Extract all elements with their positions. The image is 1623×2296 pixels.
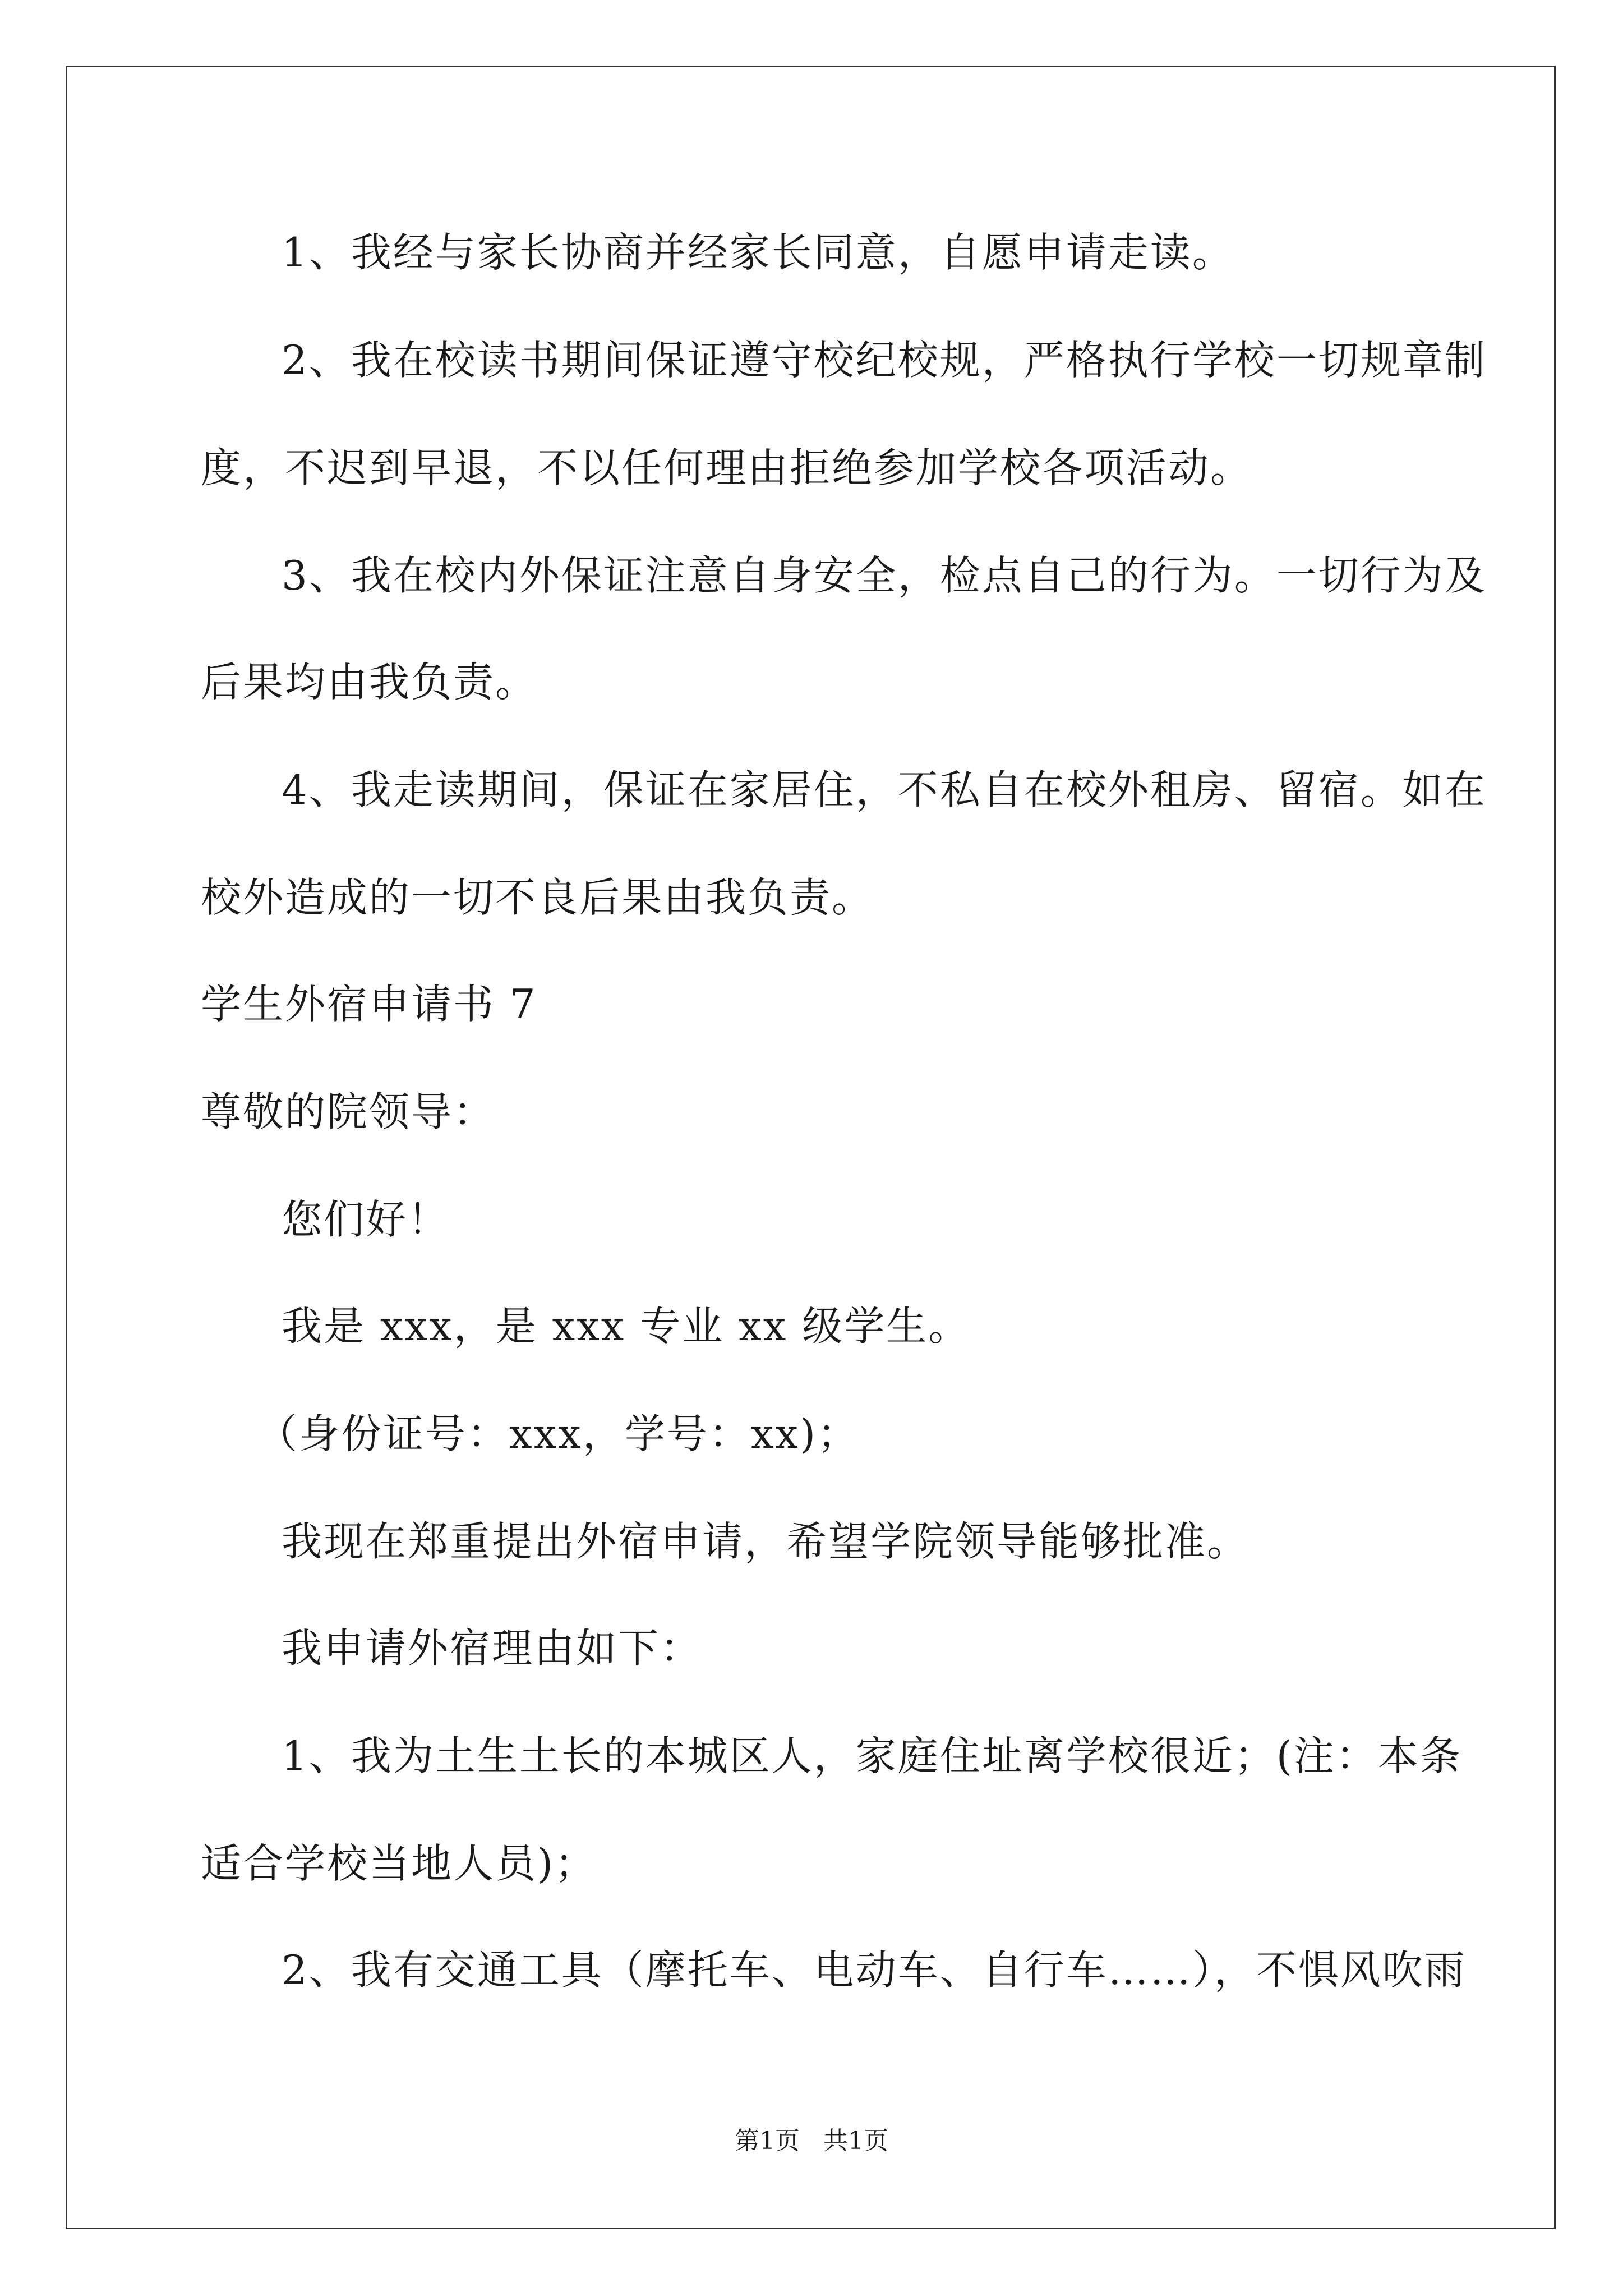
paragraph-line: 我现在郑重提出外宿申请，希望学院领导能够批准。 <box>282 1518 1249 1565</box>
paragraph-line: 适合学校当地人员)； <box>201 1840 597 1887</box>
paragraph-line: 4、我走读期间，保证在家居住，不私自在校外租房、留宿。如在 <box>282 766 1487 813</box>
greeting: 您们好！ <box>282 1196 450 1243</box>
paragraph-line: 1、我为土生土长的本城区人，家庭住址离学校很近；(注：本条 <box>282 1732 1462 1779</box>
paragraph-line: 我申请外宿理由如下： <box>282 1625 703 1672</box>
paragraph-line: 1、我经与家长协商并经家长同意，自愿申请走读。 <box>282 229 1234 276</box>
section-title: 学生外宿申请书 7 <box>201 981 537 1028</box>
page-footer: 第1页 共1页 <box>735 2127 888 2155</box>
paragraph-line: 我是 xxx，是 xxx 专业 xx 级学生。 <box>282 1303 971 1350</box>
page-border <box>66 66 1556 2229</box>
paragraph-line: 2、我有交通工具（摩托车、电动车、自行车……），不惧风吹雨 <box>282 1947 1467 1994</box>
salutation: 尊敬的院领导： <box>201 1088 496 1135</box>
paragraph-line: 度，不迟到早退，不以任何理由拒绝参加学校各项活动。 <box>201 444 1253 491</box>
paragraph-line: （身份证号：xxx，学号：xx)； <box>257 1410 860 1457</box>
paragraph-line: 3、我在校内外保证注意自身安全，检点自己的行为。一切行为及 <box>282 552 1487 599</box>
paragraph-line: 后果均由我负责。 <box>201 659 538 706</box>
paragraph-line: 校外造成的一切不良后果由我负责。 <box>201 874 874 921</box>
paragraph-line: 2、我在校读书期间保证遵守校纪校规，严格执行学校一切规章制 <box>282 337 1487 384</box>
